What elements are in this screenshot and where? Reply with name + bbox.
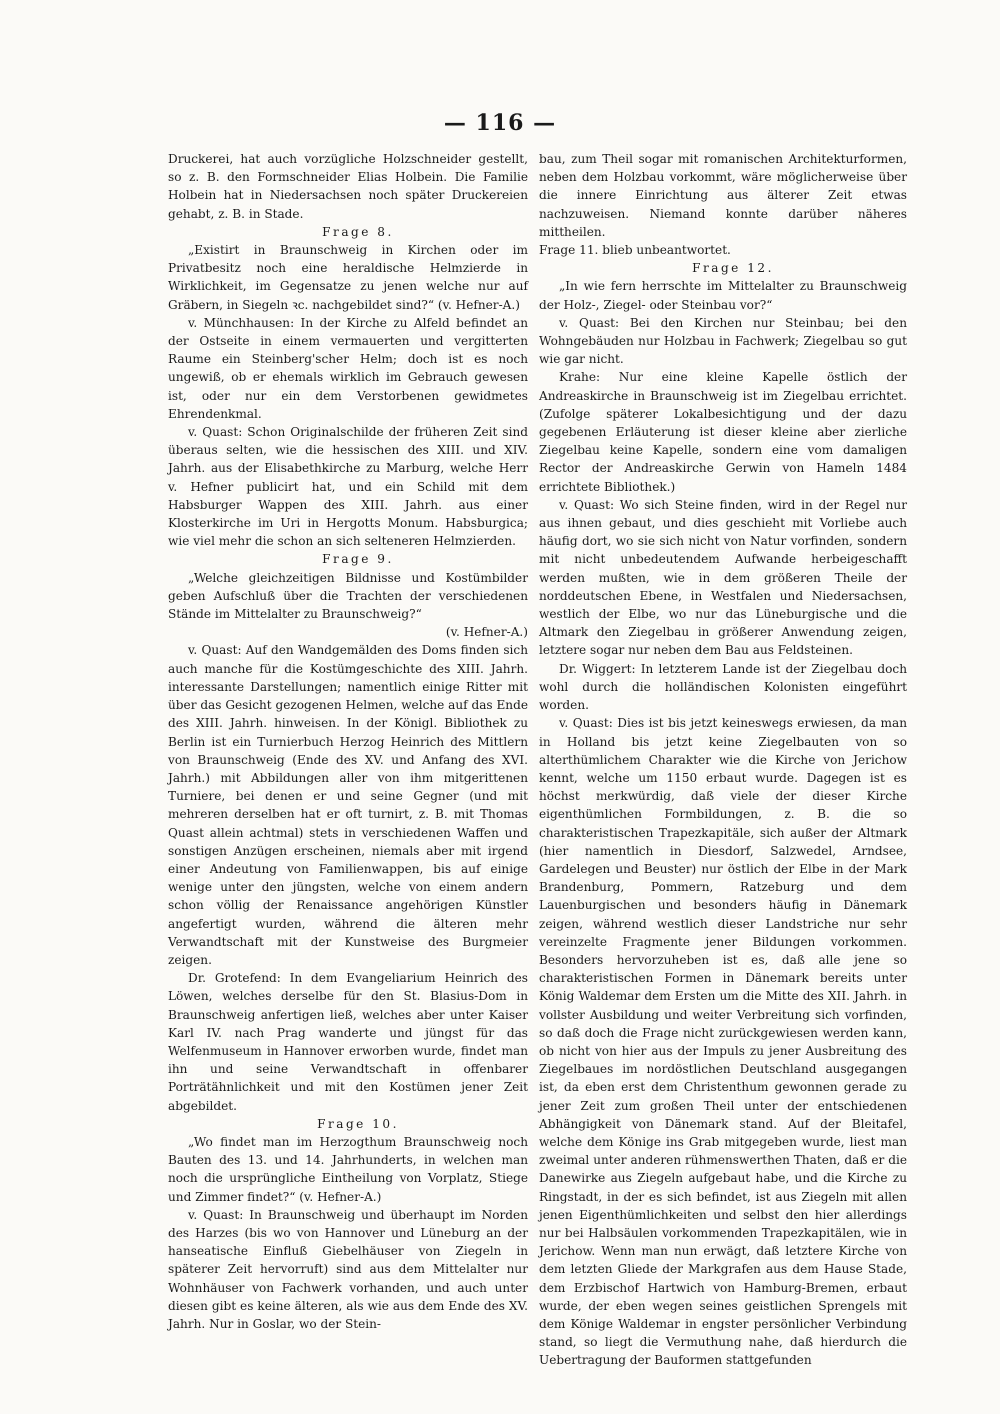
paragraph: v. Quast: Dies ist bis jetzt keineswegs erwiesen, da man in Holland bis jetzt keine Ziegelbauten von so alterthümlichem Charakter wie die Kirche von Jerichow kennt, welche um 1150 erbaut wurde. Dagegen ist es höchst merkwürdig, daß viele der dieser Kirche eigenthümlichen Formbildungen, z. B. die so charakteristischen Trapezkapitäle, sich außer der Altmark (hier namentlich in Diesdorf, Salzwedel, Arndsee, Gardelegen und Beuster) nur östlich der Elbe in der Mark Brandenburg, Pommern, Ratzeburg und dem Lauenburgischen und besonders häufig in Dänemark zeigen, während westlich dieser Landstriche nur sehr vereinzelte Fragmente jener Bildungen vorkommen. Besonders hervorzuheben ist es, daß alle jene so charakteristischen Formen in Dänemark bereits unter König Waldemar dem Ersten um die Mitte des XII. Jahrh. in vollster Ausbildung und weiter Verbreitung sich vorfinden, so daß doch die Frage nicht zurückgewiesen werden kann, ob nicht von hier aus der Impuls zu jener Ausbreitung des Ziegelbaues im nordöstlichen Deutschland ausgegangen ist, da eben erst dem Christenthum gewonnen gerade zu jener Zeit zum großen Theil unter der entschiedenen Abhängigkeit von Dänemark stand. Auf der Bleitafel, welche dem Könige ins Grab mitgegeben wurde, liest man zweimal unter anderen rühmenswerthen Thaten, daß er die Danewirke aus Ziegeln aufgebaut habe, und die Kirche zu Ringstadt, in der es sich befindet, ist aus Ziegeln mit allen jenen Eigenthümlichkeiten und selbst den hier allerdings nur bei Halbsäulen vorkommenden Trapezkapitälen, wie in Jerichow. Wenn man nun erwägt, daß letztere Kirche von dem letzten Gliede der Markgrafen aus dem Hause Stade, dem Erzbischof Hartwich von Hamburg-Bremen, erbaut wurde, der eben wegen seines geistlichen Sprengels mit dem Könige Waldemar in engster persönlicher Verbindung stand, so liegt die Vermuthung nahe, daß hierdurch die Uebertragung der Bauformen stattgefunden bbox=[539, 716, 907, 1368]
left-column bbox=[168, 150, 528, 1333]
question-quote: „Welche gleichzeitigen Bildnisse und Kostümbilder geben Aufschluß über die Trachten der verschiedenen Stände im Mittelalter zu Braunschweig?“ (v. Hefner-A.) bbox=[168, 569, 528, 642]
question-quote: „In wie fern herrschte im Mittelalter zu Braunschweig der Holz-, Ziegel- oder Steinbau vor?“ bbox=[539, 279, 907, 312]
paragraph: v. Quast: Auf den Wandgemälden des Doms finden sich auch manche für die Kostümgeschichte des XIII. Jahrh. interessante Darstellungen; namentlich einige Ritter mit über das Gesicht gezogenen Helmen, welche auf das Ende des XIII. Jahrh. hinweisen. In der Königl. Bibliothek zu Berlin ist ein Turnierbuch Herzog Heinrich des Mittlern von Braunschweig (Ende des XV. und Anfang des XVI. Jahrh.) mit Abbildungen aller von ihm mitgerittenen Turniere, bei denen er und seine Gegner (und mit mehreren derselben hat er oft turnirt, z. B. mit Thomas Quast allein achtmal) stets in verschiedenen Waffen und sonstigen Anzügen erscheinen, niemals aber mit irgend einer Andeutung von Familienwappen, bis auf einige wenige unter den jüngsten, welche von einem andern schon völlig der Renaissance angehörigen Künstler angefertigt wurden, während die älteren mehr Verwandtschaft mit der Kunstweise des Burgmeier zeigen. bbox=[168, 643, 528, 967]
paragraph: Dr. Wiggert: In letzterem Lande ist der Ziegelbau doch wohl durch die holländischen Kolonisten eingeführt worden. bbox=[539, 661, 907, 713]
question-heading: Frage 9. bbox=[322, 552, 394, 567]
paragraph: v. Münchhausen: In der Kirche zu Alfeld befindet an der Ostseite in einem vermauerten und vergitterten Raume ein Steinberg'scher Helm; doch ist es noch ungewiß, ob er ehemals wirklich im Gebrauch gewesen ist, oder nur ein dem Verstorbenen gewidmetes Ehrendenkmal. bbox=[168, 315, 528, 421]
paragraph: v. Quast: Schon Originalschilde der früheren Zeit sind überaus selten, wie die hessischen des XIII. und XIV. Jahrh. aus der Elisabethkirche zu Marburg, welche Herr v. Hefner publicirt hat, und ein Schild mit dem Habsburger Wappen des XIII. Jahrh. aus einer Klosterkirche im Uri in Hergotts Monum. Habsburgica; wie viel mehr die schon an sich selteneren Helmzierden. bbox=[168, 425, 528, 549]
paragraph: Druckerei, hat auch vorzügliche Holzschneider gestellt, so z. B. den Formschneider Elias Holbein. Die Familie Holbein hat in Niedersachsen noch später Druckereien gehabt, z. B. in Stade. bbox=[168, 152, 528, 221]
paragraph: v. Quast: In Braunschweig und überhaupt im Norden des Harzes (bis wo von Hannover und Lüneburg an der hanseatische Einfluß Giebelhäuser von Ziegeln in späterer Zeit hervorruft) sind aus dem Mittelalter nur Wohnhäuser von Fachwerk vorhanden, und auch unter diesen gibt es keine älteren, als wie aus dem Ende des XV. Jahrh. Nur in Goslar, wo der Stein- bbox=[168, 1207, 528, 1331]
right-column bbox=[539, 150, 907, 1370]
question-heading: Frage 8. bbox=[322, 224, 394, 239]
quote-attribution: (v. Hefner-A.) bbox=[445, 625, 528, 640]
question-heading: Frage 12. bbox=[692, 261, 774, 276]
question-heading: Frage 10. bbox=[317, 1116, 399, 1131]
paragraph: Dr. Grotefend: In dem Evangeliarium Heinrich des Löwen, welches derselbe für den St. Blasius-Dom in Braunschweig anfertigen ließ, welches aber unter Kaiser Karl IV. nach Prag wanderte und jüngst für das Welfenmuseum in Hannover erworben wurde, findet man ihn und seine Verwandtschaft in offenbarer Porträtähnlichkeit und mit den Kostümen jener Zeit abgebildet. bbox=[168, 971, 528, 1113]
paragraph: Krahe: Nur eine kleine Kapelle östlich der Andreaskirche in Braunschweig ist im Ziegelbau errichtet. (Zufolge späterer Lokalbesichtigung und der dazu gegebenen Erläuterung ist dieser kleine aber zierliche Ziegelbau keine Kapelle, sondern eine vom damaligen Rector der Andreaskirche Gerwin von Hameln 1484 errichtete Bibliothek.) bbox=[539, 370, 907, 494]
question-quote: „Existirt in Braunschweig in Kirchen oder im Privatbesitz noch eine heraldische Helmzierde in Wirklichkeit, im Gegensatze zu jenen welche nur auf Gräbern, in Siegeln ꝛc. nachgebildet sind?“ (v. Hefner-A.) bbox=[168, 243, 528, 312]
paragraph: v. Quast: Bei den Kirchen nur Steinbau; bei den Wohngebäuden nur Holzbau in Fachwerk; Ziegelbau so gut wie gar nicht. bbox=[539, 315, 907, 367]
paragraph: bau, zum Theil sogar mit romanischen Architekturformen, neben dem Holzbau vorkommt, wäre möglicherweise über die innere Einrichtung aus älterer Zeit etwas nachzuweisen. Niemand konnte darüber näheres mittheilen. bbox=[539, 152, 907, 239]
question-quote: „Wo findet man im Herzogthum Braunschweig noch Bauten des 13. und 14. Jahrhunderts, in welchen man noch die ursprüngliche Eintheilung von Vorplatz, Stiege und Zimmer findet?“ (v. Hefner-A.) bbox=[168, 1134, 528, 1204]
paragraph: Frage 11. blieb unbeantwortet. bbox=[539, 243, 731, 258]
paragraph: v. Quast: Wo sich Steine finden, wird in der Regel nur aus ihnen gebaut, und dies geschieht mit Vorliebe auch häufig dort, wo sie sich nicht von Natur vorfinden, sondern mit nicht unbedeutendem Aufwande herbeigeschafft werden mußten, wie in dem größeren Theile der norddeutschen Ebene, in Westfalen und Niedersachsen, westlich der Elbe, wo nur das Lüneburgische und die Altmark den Ziegelbau in größerer Anwendung zeigen, letztere sogar nur neben dem Bau aus Feldsteinen. bbox=[539, 497, 907, 658]
page-number: — 116 — bbox=[443, 110, 557, 136]
